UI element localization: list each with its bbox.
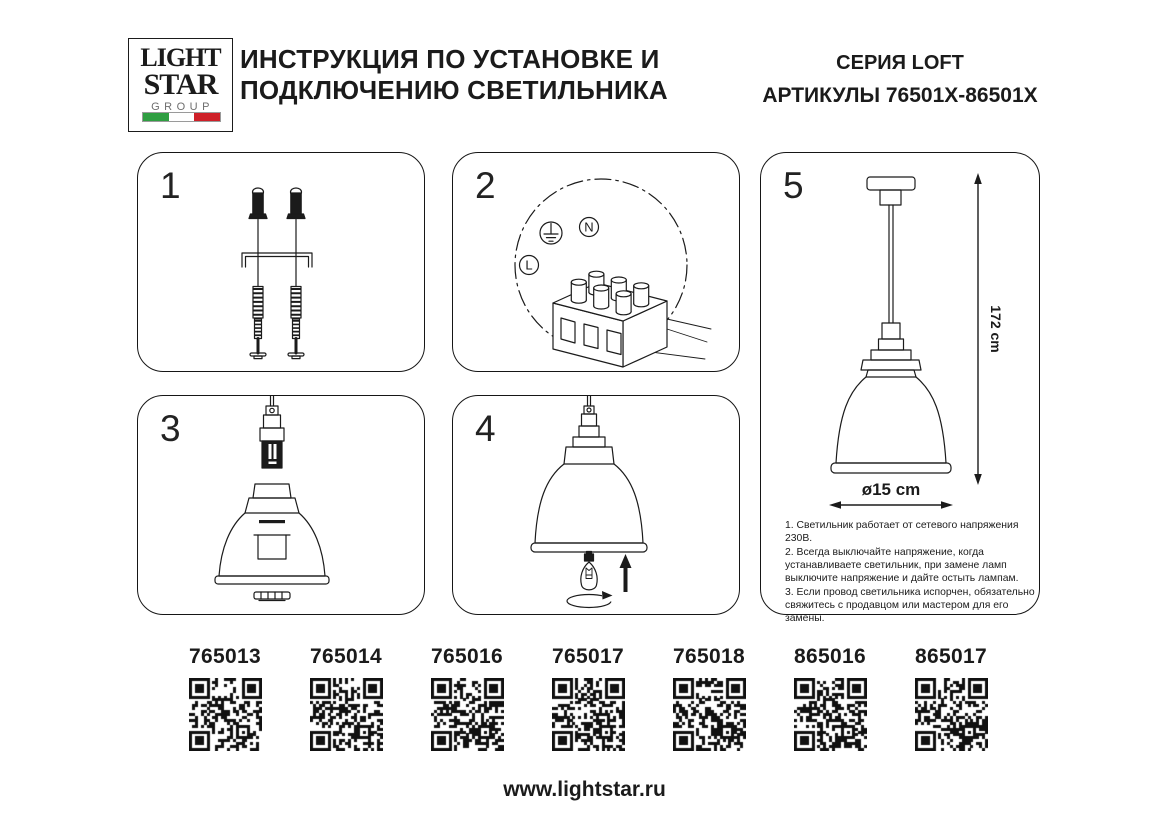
- product-code: 765014: [310, 645, 382, 668]
- safety-warnings: [785, 519, 1041, 626]
- mounting-bracket-icon: [242, 253, 312, 267]
- logo-text-group: GROUP: [151, 101, 214, 113]
- product-code: 765016: [431, 645, 503, 668]
- socket-assembly-drawing: [138, 396, 426, 616]
- flag-white-stripe: [169, 113, 195, 121]
- product-column: [654, 645, 764, 751]
- height-label: 172 cm: [988, 305, 1004, 353]
- qr-code: [431, 678, 504, 751]
- live-label: L: [525, 257, 533, 273]
- anchor-left-icon: [250, 287, 266, 359]
- neutral-symbol: [580, 218, 599, 237]
- qr-code: [189, 678, 262, 751]
- lampshade-drawing: [215, 484, 329, 584]
- cord-grip-icon: [264, 396, 281, 428]
- lightstar-logo: [128, 38, 233, 132]
- step4-panel: [452, 395, 740, 615]
- product-column: [896, 645, 1006, 751]
- articles-label: АРТИКУЛЫ 76501X-86501X: [762, 84, 1038, 107]
- website-url: www.lightstar.ru: [503, 778, 666, 801]
- italian-flag-icon: [142, 112, 221, 122]
- product-code: 765017: [552, 645, 624, 668]
- product-code: 865017: [915, 645, 987, 668]
- product-code: 765018: [673, 645, 745, 668]
- neutral-label: N: [584, 219, 594, 235]
- step1-panel: [137, 152, 425, 372]
- product-column: [533, 645, 643, 751]
- pendant-lamp-drawing: [761, 153, 1041, 515]
- logo-text-star: STAR: [143, 68, 218, 101]
- page-title-line1: ИНСТРУКЦИЯ ПО УСТАНОВКЕ И: [240, 44, 660, 74]
- step4-number: 4: [475, 408, 496, 449]
- qr-code: [915, 678, 988, 751]
- qr-code: [794, 678, 867, 751]
- step3-panel: [137, 395, 425, 615]
- terminal-block-drawing: [553, 271, 711, 367]
- product-column: [170, 645, 280, 751]
- wiring-diagram-drawing: [453, 153, 741, 373]
- warning-item: 3. Если провод светильника испорчен, обязательно свяжитесь с продавцом или мастером для его замены.: [785, 586, 1035, 625]
- product-column: [412, 645, 522, 751]
- rotate-arrow-icon: [567, 591, 616, 608]
- diameter-label: ø15 cm: [861, 480, 921, 499]
- insert-up-arrow-icon: [620, 554, 632, 592]
- live-symbol: [520, 256, 539, 275]
- step3-number: 3: [160, 408, 181, 449]
- bulb-installation-drawing: [453, 396, 741, 616]
- screw-right-icon: [287, 188, 305, 286]
- product-code: 865016: [794, 645, 866, 668]
- bulb-icon: [581, 552, 597, 590]
- diameter-dimension: [829, 480, 953, 509]
- warning-item: 2. Всегда выключайте напряжение, когда устанавливаете светильник, при замене ламп выключите напряжение и дайте остыть лампам.: [785, 546, 1019, 585]
- socket-sleeve-icon: [260, 428, 284, 468]
- step5-panel: [760, 152, 1040, 625]
- mounting-hardware-drawing: [138, 153, 426, 373]
- hanging-lamp-drawing: [531, 396, 647, 552]
- logo-text-light: LIGHT: [140, 43, 221, 72]
- step2-number: 2: [475, 165, 496, 206]
- product-column: [775, 645, 885, 751]
- step5-number: 5: [783, 165, 804, 206]
- flag-red-stripe: [194, 113, 220, 121]
- pendant-fixture: [831, 177, 951, 473]
- product-column: [291, 645, 401, 751]
- qr-code: [310, 678, 383, 751]
- ground-symbol-icon: [540, 222, 562, 244]
- page-title: [240, 44, 668, 105]
- product-code: 765013: [189, 645, 261, 668]
- step2-panel: [452, 152, 740, 372]
- series-label: СЕРИЯ LOFT: [836, 52, 964, 74]
- warning-item: 1. Светильник работает от сетевого напряжения 230В.: [785, 520, 1019, 545]
- shade-knob-icon: [254, 592, 290, 601]
- qr-code: [552, 678, 625, 751]
- product-list: [170, 645, 1010, 751]
- screw-left-icon: [249, 188, 267, 286]
- flag-green-stripe: [143, 113, 169, 121]
- anchor-right-icon: [288, 287, 304, 359]
- height-dimension: [974, 173, 1004, 485]
- page-title-line2: ПОДКЛЮЧЕНИЮ СВЕТИЛЬНИКА: [240, 74, 668, 105]
- qr-code: [673, 678, 746, 751]
- step1-number: 1: [160, 165, 181, 206]
